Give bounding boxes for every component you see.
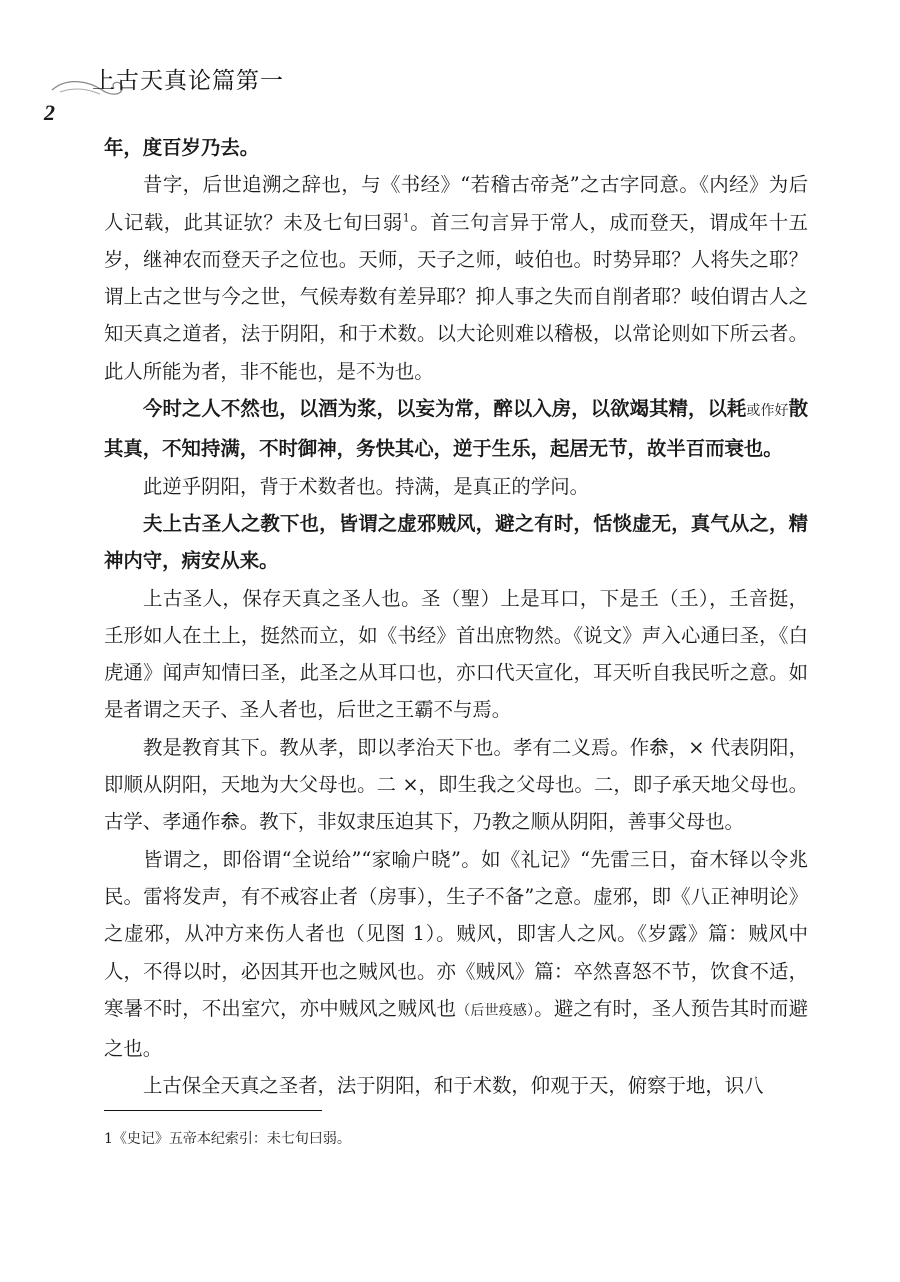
footnote-marker: 1 [402, 211, 410, 225]
commentary-paragraph: 此逆乎阴阳，背于术数者也。持满，是真正的学问。 [143, 474, 589, 498]
classic-text-paragraph: 年，度百岁乃去。 [104, 136, 260, 159]
variant-note: 或作好 [746, 403, 789, 420]
inline-note: （后世疫感） [456, 1002, 535, 1019]
footnote-divider [104, 1110, 322, 1111]
chapter-title: 上古天真论篇第一 [92, 68, 284, 94]
commentary-paragraph: 上古圣人，保存天真之圣人也。圣（聖）上是耳口，下是𡈼（𡈼），𡈼音挺，𡈼形如人在土上，挺然而立，如《书经》首出庶物然。《说文》声入心通曰圣，《白虎通》闻声知情曰圣，此圣之从耳口也，亦口代天宣化，耳天听自我民听之意。如是者谓之天子、圣人者也，后世之王霸不与焉。 [104, 586, 808, 722]
classic-text: 散其真，不知持满，不时御神，务快其心，逆于生乐，起居无节，故半百而衰也。 [104, 397, 809, 461]
classic-text: 今时之人不然也，以酒为浆，以妄为常，醉以入房，以欲竭其精，以耗 [143, 397, 747, 421]
page-number: 2 [44, 100, 55, 125]
commentary-paragraph [104, 841, 808, 1068]
main-text [104, 129, 808, 1105]
commentary-text: 。避之有时，圣人预告其时而避之也。 [104, 996, 809, 1061]
commentary-paragraph [104, 166, 808, 390]
commentary-paragraph: 上古保全天真之圣者，法于阴阳，和于术数，仰观于天，俯察于地，识八 [143, 1074, 764, 1098]
footnote: 1《史记》五帝本纪索引：未七旬曰弱。 [104, 1131, 351, 1147]
commentary-text: 。首三句言异于常人，成而登天，谓成年十五岁，继神农而登天子之位也。天师，天子之师，岐伯也。时势异耶？人将失之耶？谓上古之世与今之世，气候寿数有差异耶？抑人事之失而自削者耶？岐伯谓古人之知天真之道者，法于阴阳，和于术数。以大论则难以稽极，以常论则如下所云者。此人所能为者，非不能也，是不为也。 [104, 210, 809, 383]
classic-text-paragraph [104, 390, 808, 468]
page-header [0, 0, 900, 140]
classic-text-paragraph: 夫上古圣人之教下也，皆谓之虚邪贼风，避之有时，恬惔虚无，真气从之，精神内守，病安从来。 [104, 511, 808, 573]
commentary-paragraph: 教是教育其下。教从孝，即以孝治天下也。孝有二义焉。作𠫵，× 代表阴阳，即顺从阴阳，天地为大父母也。二 ×，即生我之父母也。二，即子承天地父母也。古学、孝通作𠫵。教下，非奴隶压迫其下，乃教之顺从阴阳，善事父母也。 [104, 735, 808, 834]
commentary-text: 昔字，后世追溯之辞也，与《书经》“若稽古帝尧”之古字同意。《内经》为后人记载，此其证欤？未及七旬曰弱 [104, 173, 808, 234]
commentary-text: 皆谓之，即俗谓“全说给”“家喻户晓”。如《礼记》“先雷三日，奋木铎以令兆民。雷将发声，有不戒容止者（房事），生子不备”之意。虚邪，即《八正神明论》之虚邪，从冲方来伤人者也（见图 1）。贼风，即害人之风。《岁露》篇：贼风中人，不得以时，必因其开也之贼风也。亦《贼风》篇：卒然喜怒不节，饮食不适，寒暑不时，不出室穴，亦中贼风之贼风也 [104, 847, 808, 1020]
